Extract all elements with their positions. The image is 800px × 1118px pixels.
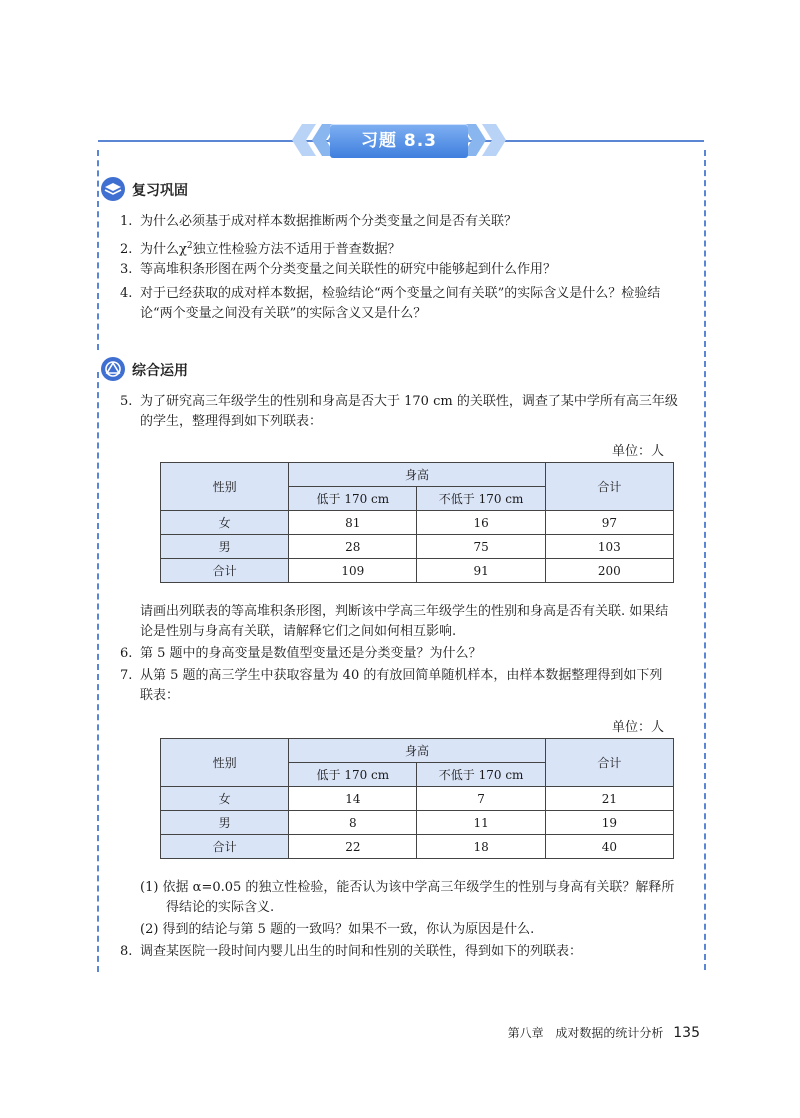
contingency-table-1 — [160, 462, 674, 583]
question-5: 5. 为了研究高三年级学生的性别和身高是否大于 170 cm 的关联性，调查了某中学所有高三年级 的学生，整理得到如下列联表： — [120, 394, 678, 429]
unit-label-2: 单位：人 — [611, 720, 664, 735]
table1-header-total: 合计 — [545, 463, 673, 511]
exercise-title: 习题 8.3 — [360, 131, 438, 151]
table2-header-below: 低于 170 cm — [289, 763, 417, 787]
question-7: 7. 从第 5 题的高三学生中获取容量为 40 的有放回简单随机样本，由样本数据整理得到如下列 联表： — [120, 668, 663, 703]
left-dashed-border-lower — [97, 372, 99, 972]
table2-header-gender: 性别 — [161, 739, 289, 787]
page-number: 135 — [673, 1025, 700, 1041]
table-row: 男 28 75 103 — [161, 535, 674, 559]
table-row: 合计 109 91 200 — [161, 559, 674, 583]
table-row: 男 8 11 19 — [161, 811, 674, 835]
question-4: 4. 对于已经获取的成对样本数据，检验结论“两个变量之间有关联”的实际含义是什么？检验结 论“两个变量之间没有关联”的实际含义又是什么？ — [120, 286, 661, 321]
section-title-application: 综合运用 — [132, 363, 188, 379]
question-8: 8. 调查某医院一段时间内婴儿出生的时间和性别的关联性，得到如下的列联表： — [120, 944, 583, 959]
layers-icon — [100, 176, 126, 202]
page-footer — [508, 1024, 700, 1041]
section-title-review: 复习巩固 — [132, 183, 188, 199]
table2-header-height: 身高 — [289, 739, 546, 763]
question-2: 2. 为什么$\chi^2$独立性检验方法不适用于普查数据？ — [120, 241, 401, 257]
table2-header-notbelow: 不低于 170 cm — [417, 763, 545, 787]
question-1: 1. 为什么必须基于成对样本数据推断两个分类变量之间是否有关联？ — [120, 214, 518, 229]
contingency-table-2 — [160, 738, 674, 859]
question-7-part-1: (1) 依据 α=0.05 的独立性检验，能否认为该中学高三年级学生的性别与身高有关联？解释所 得结论的实际含义. — [140, 880, 675, 915]
table1-header-height: 身高 — [289, 463, 546, 487]
table1-header-notbelow: 不低于 170 cm — [417, 487, 545, 511]
table2-header-total: 合计 — [545, 739, 673, 787]
table1-header-gender: 性别 — [161, 463, 289, 511]
chapter-label: 第八章 — [507, 1026, 544, 1040]
table-row: 女 81 16 97 — [161, 511, 674, 535]
question-3: 3. 等高堆积条形图在两个分类变量之间关联性的研究中能够起到什么作用？ — [120, 262, 557, 277]
table1-header-below: 低于 170 cm — [289, 487, 417, 511]
triangle-circle-icon — [100, 356, 126, 382]
table-row: 女 14 7 21 — [161, 787, 674, 811]
table-row: 合计 22 18 40 — [161, 835, 674, 859]
question-7-part-2: (2) 得到的结论与第 5 题的一致吗？如果不一致，你认为原因是什么. — [140, 922, 535, 937]
left-dashed-border — [97, 150, 99, 350]
question-6: 6. 第 5 题中的身高变量是数值型变量还是分类变量？为什么？ — [120, 646, 482, 661]
unit-label-1: 单位：人 — [611, 444, 664, 459]
question-5-instructions: 请画出列联表的等高堆积条形图，判断该中学高三年级学生的性别和身高是否有关联. 如果结 论是性别与身高有关联，请解释它们之间如何相互影响. — [140, 604, 669, 639]
chapter-title: 成对数据的统计分析 — [555, 1026, 664, 1040]
right-dashed-border — [704, 150, 706, 970]
